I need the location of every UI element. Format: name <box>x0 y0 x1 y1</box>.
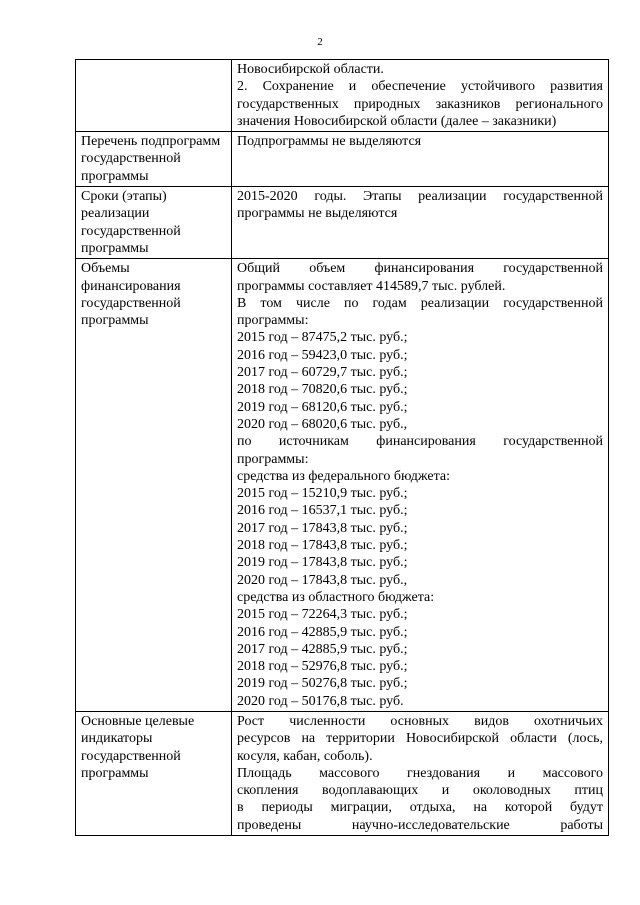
table-row <box>76 60 609 132</box>
value-line: 2017 год – 60729,7 тыс. руб.; <box>237 365 408 381</box>
row-value <box>232 711 609 835</box>
table-row <box>76 187 609 259</box>
row-value <box>232 132 609 187</box>
value-line: Подпрограммы не выделяются <box>237 134 422 150</box>
row-value <box>232 60 609 132</box>
value-line: значения Новосибирской области (далее – заказники) <box>237 113 557 129</box>
value-line: в периоды миграции, отдыха, на которой будут <box>237 800 603 816</box>
row-label: Объемы финансирования государственной программы <box>76 259 232 712</box>
value-line: 2015 год – 87475,2 тыс. руб.; <box>237 330 408 346</box>
value-line: 2016 год – 16537,1 тыс. руб.; <box>237 503 408 519</box>
row-value <box>232 259 609 712</box>
value-line: 2017 год – 17843,8 тыс. руб.; <box>237 520 408 536</box>
value-line: Площадь массового гнездования и массового <box>237 765 603 781</box>
table-row <box>76 711 609 835</box>
value-line: 2020 год – 68020,6 тыс. руб., <box>237 416 408 432</box>
value-line: 2015-2020 годы. Этапы реализации государственной <box>237 189 603 205</box>
value-line: 2020 год – 17843,8 тыс. руб., <box>237 572 408 588</box>
value-line: государственных природных заказников регионального <box>237 96 603 112</box>
row-label <box>76 60 232 132</box>
value-line: 2020 год – 50176,8 тыс. руб. <box>237 693 404 709</box>
value-line: 2016 год – 59423,0 тыс. руб.; <box>237 347 408 363</box>
page-number: 2 <box>317 36 323 48</box>
value-line: 2016 год – 42885,9 тыс. руб.; <box>237 624 408 640</box>
value-line: 2018 год – 17843,8 тыс. руб.; <box>237 538 408 554</box>
value-line: 2018 год – 70820,6 тыс. руб.; <box>237 382 408 398</box>
value-line: косуля, кабан, соболь). <box>237 748 373 764</box>
value-line: программы: <box>237 313 309 329</box>
value-line: 2017 год – 42885,9 тыс. руб.; <box>237 641 408 657</box>
value-line: 2015 год – 15210,9 тыс. руб.; <box>237 486 408 502</box>
value-line: 2019 год – 50276,8 тыс. руб.; <box>237 676 408 692</box>
value-line: Общий объем финансирования государственной <box>237 261 603 277</box>
row-value <box>232 187 609 259</box>
value-line: 2019 год – 68120,6 тыс. руб.; <box>237 399 408 415</box>
table-row <box>76 132 609 187</box>
value-line: средства из областного бюджета: <box>237 589 435 605</box>
value-line: Рост численности основных видов охотничьих <box>237 713 603 729</box>
program-passport-table <box>75 59 609 836</box>
row-label: Основные целевые индикаторы государственной программы <box>76 711 232 835</box>
row-label: Перечень подпрограмм государственной программы <box>76 132 232 187</box>
value-line: программы составляет 414589,7 тыс. рублей. <box>237 278 506 294</box>
value-line: скопления водоплавающих и околоводных птиц <box>237 783 603 799</box>
value-line: проведены научно-исследовательские работы <box>237 817 603 833</box>
value-line: программы: <box>237 451 309 467</box>
value-line: средства из федерального бюджета: <box>237 468 450 484</box>
table-row <box>76 259 609 712</box>
value-line: В том числе по годам реализации государственной <box>237 295 603 311</box>
value-line: 2018 год – 52976,8 тыс. руб.; <box>237 659 408 675</box>
value-line: Новосибирской области. <box>237 62 384 77</box>
value-line: 2. Сохранение и обеспечение устойчивого развития <box>237 79 603 95</box>
value-line: ресурсов на территории Новосибирской области (лось, <box>237 731 603 747</box>
value-line: по источникам финансирования государственной <box>237 434 603 450</box>
row-label: Сроки (этапы) реализации государственной программы <box>76 187 232 259</box>
value-line: 2019 год – 17843,8 тыс. руб.; <box>237 555 408 571</box>
value-line: программы не выделяются <box>237 206 398 222</box>
value-line: 2015 год – 72264,3 тыс. руб.; <box>237 607 408 623</box>
